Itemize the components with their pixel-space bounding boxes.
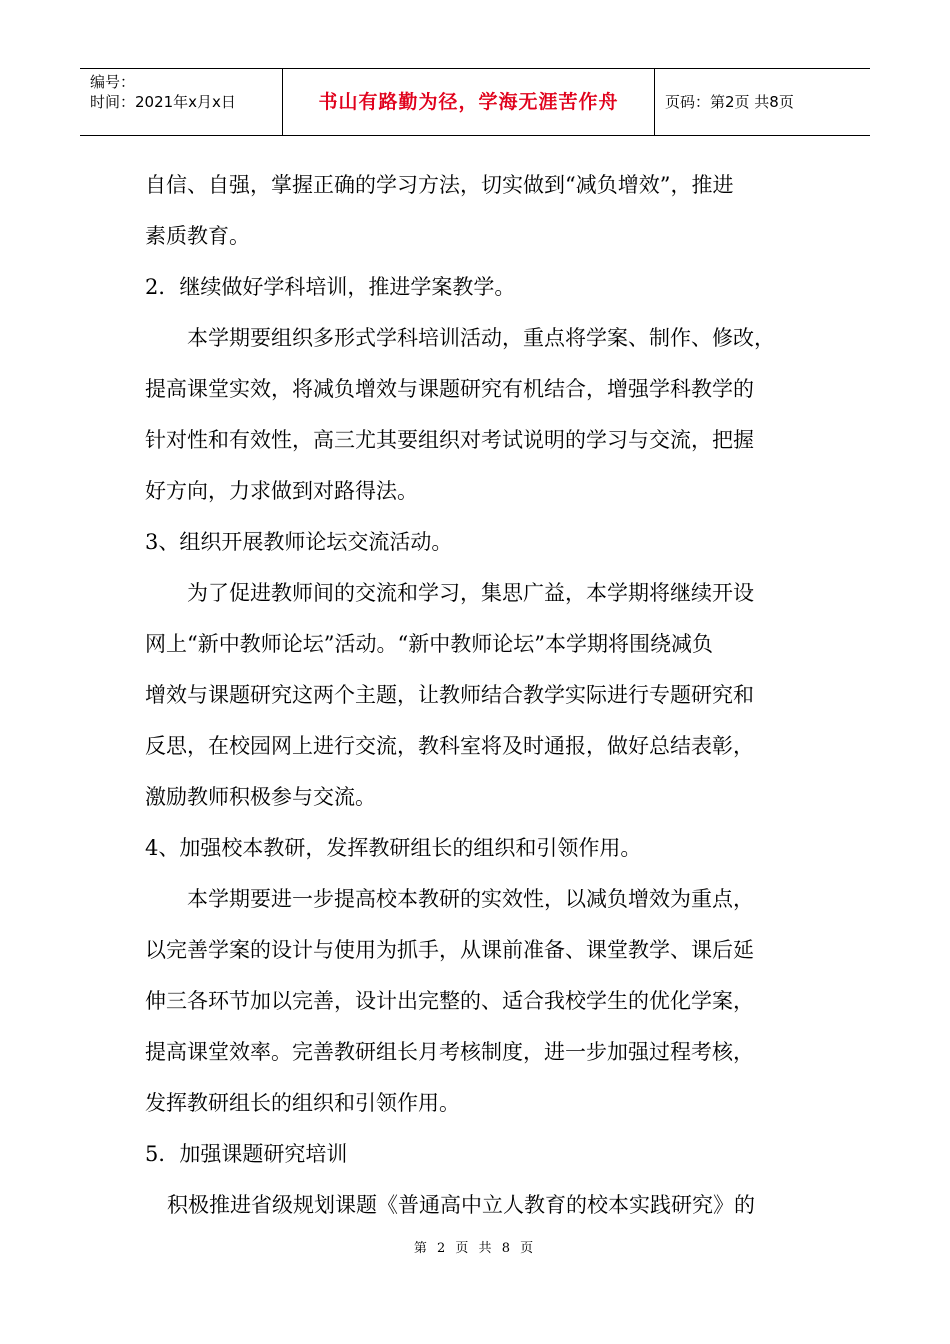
body-line: 反思，在校园网上进行交流，教科室将及时通报，做好总结表彰， [145, 734, 754, 758]
header-motto: 书山有路勤为径，学海无涯苦作舟 [282, 69, 655, 135]
body-line: 伸三各环节加以完善，设计出完整的、适合我校学生的优化学案， [145, 989, 754, 1013]
body-line: 发挥教研组长的组织和引领作用。 [145, 1091, 460, 1115]
document-date: 时间：2021年x月x日 [90, 93, 236, 111]
body-line: 以完善学案的设计与使用为抓手，从课前准备、课堂教学、课后延 [145, 938, 754, 962]
header-meta [80, 69, 282, 135]
body-line: 激励教师积极参与交流。 [145, 785, 376, 809]
body-line: 针对性和有效性，高三尤其要组织对考试说明的学习与交流，把握 [145, 428, 754, 452]
body-line: 自信、自强，掌握正确的学习方法，切实做到“减负增效”，推进 [145, 173, 734, 197]
page-footer: 第 2 页 共 8 页 [413, 1241, 537, 1256]
body-line: 好方向，力求做到对路得法。 [145, 479, 418, 503]
section-heading: 5．加强课题研究培训 [145, 1142, 348, 1166]
section-heading: 2．继续做好学科培训，推进学案教学。 [145, 275, 516, 299]
body-line: 本学期要进一步提高校本教研的实效性，以减负增效为重点， [187, 887, 754, 911]
document-number-label: 编号： [90, 73, 136, 91]
document-body [145, 160, 825, 1231]
body-line: 提高课堂效率。完善教研组长月考核制度，进一步加强过程考核， [145, 1040, 754, 1064]
body-line: 积极推进省级规划课题《普通高中立人教育的校本实践研究》的 [167, 1193, 755, 1217]
header-page-info: 页码：第2页 共8页 [665, 93, 794, 111]
body-line: 增效与课题研究这两个主题，让教师结合教学实际进行专题研究和 [145, 683, 754, 707]
section-heading: 4、加强校本教研，发挥教研组长的组织和引领作用。 [145, 836, 642, 860]
section-heading: 3、组织开展教师论坛交流活动。 [145, 530, 453, 554]
body-line: 网上“新中教师论坛”活动。“新中教师论坛”本学期将围绕减负 [145, 632, 713, 656]
body-line: 素质教育。 [145, 224, 250, 248]
body-line: 本学期要组织多形式学科培训活动，重点将学案、制作、修改， [187, 326, 775, 350]
body-line: 为了促进教师间的交流和学习，集思广益，本学期将继续开设 [187, 581, 754, 605]
page-header [80, 68, 870, 136]
body-line: 提高课堂实效，将减负增效与课题研究有机结合，增强学科教学的 [145, 377, 754, 401]
